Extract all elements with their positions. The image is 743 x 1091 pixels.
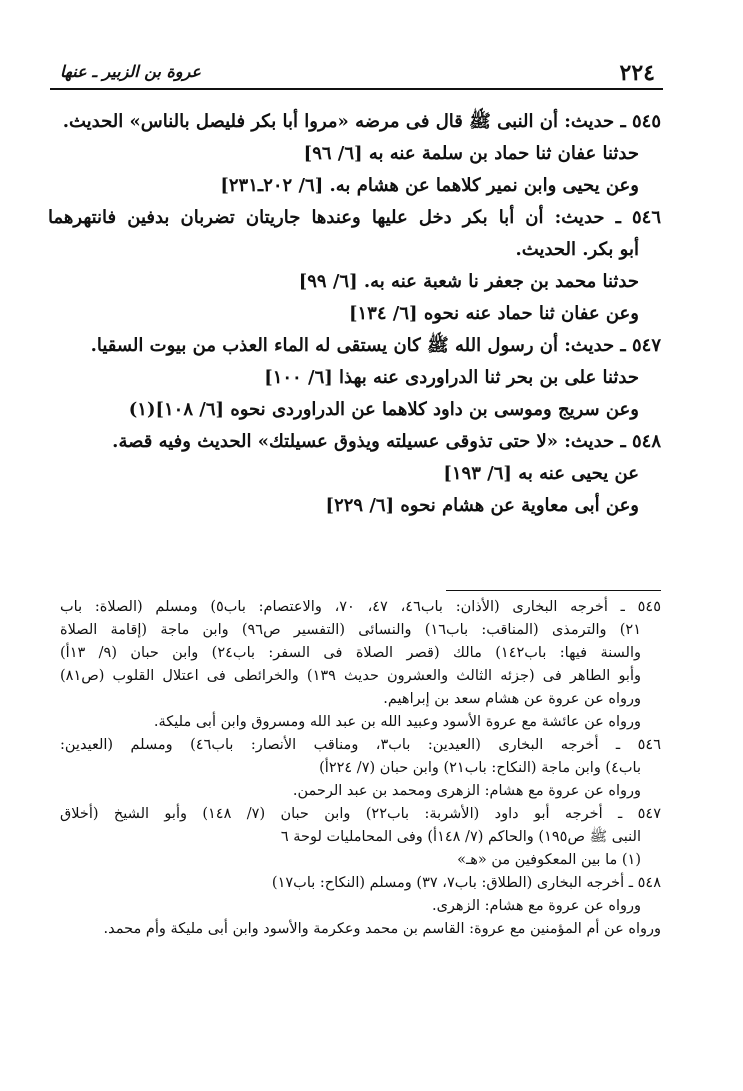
running-title: عروة بن الزبير ـ عنها xyxy=(60,62,201,81)
main-line-1: ٥٤٥ ـ حديث: أن النبى ﷺ قال فى مرضه «مروا أبا بكر فليصل بالناس» الحديث. xyxy=(62,111,661,132)
footnote-line-4: وأبو الطاهر فى (جزئه الثالث والعشرون حديث ١٣٩) والخرائطى فى اعتلال القلوب (ص٨١) xyxy=(60,668,641,684)
main-line-2: حدثنا عفان ثنا حماد بن سلمة عنه به [٦/ ٩٦] xyxy=(303,143,639,164)
main-line-13: وعن أبى معاوية عن هشام نحوه [٦/ ٢٢٩] xyxy=(325,495,639,516)
footnote-line-13: ٥٤٨ ـ أخرجه البخارى (الطلاق: باب٧، ٣٧) ومسلم (النكاح: باب١٧) xyxy=(271,875,661,891)
main-line-3: وعن يحيى وابن نمير كلاهما عن هشام به. [٦/ ٢٠٢ـ٢٣١] xyxy=(220,175,639,196)
main-line-7: وعن عفان ثنا حماد عنه نحوه [٦/ ١٣٤] xyxy=(348,303,639,324)
header-rule xyxy=(50,88,663,90)
main-line-6: حدثنا محمد بن جعفر نا شعبة عنه به. [٦/ ٩٩] xyxy=(298,271,639,292)
main-line-11: ٥٤٨ ـ حديث: «لا حتى تذوقى عسيلته ويذوق عسيلتك» الحديث وفيه قصة. xyxy=(112,431,661,452)
main-line-12: عن يحيى عنه به [٦/ ١٩٣] xyxy=(443,463,639,484)
footnote-divider xyxy=(446,590,661,591)
main-line-4: ٥٤٦ ـ حديث: أن أبا بكر دخل عليها وعندها جاريتان تضربان بدفين فانتهرهما xyxy=(48,207,661,228)
main-line-8: ٥٤٧ ـ حديث: أن رسول الله ﷺ كان يستقى له الماء العذب من بيوت السقيا. xyxy=(90,335,661,356)
footnote-line-15: ورواه عن أم المؤمنين مع عروة: القاسم بن محمد وعكرمة والأسود وابن أبى مليكة وأم محمد. xyxy=(103,921,661,937)
footnote-line-12: (١) ما بين المعكوفين من «هـ» xyxy=(457,852,641,868)
footnote-line-3: والسنة فيها: باب١٤٢) مالك (قصر الصلاة فى السفر: باب٢٤) وابن حبان (٩/ ١٣أ) xyxy=(60,645,641,661)
page-number: ٢٢٤ xyxy=(619,60,655,86)
main-text xyxy=(48,106,661,522)
footnote-line-10: ٥٤٧ ـ أخرجه أبو داود (الأشربة: باب٢٢) وابن حبان (٧/ ١٤٨) وأبو الشيخ (أخلاق xyxy=(60,806,661,822)
main-line-10: وعن سريج وموسى بن داود كلاهما عن الدراوردى نحوه [٦/ ١٠٨](١) xyxy=(128,399,639,420)
footnote-line-6: ورواه عن عائشة مع عروة الأسود وعبيد الله بن عبد الله ومسروق وابن أبى مليكة. xyxy=(153,714,641,730)
main-line-5: أبو بكر. الحديث. xyxy=(515,239,639,260)
footnote-line-2: ٢١) والترمذى (المناقب: باب١٦) والنسائى (التفسير ص٩٦) وابن ماجة (إقامة الصلاة xyxy=(60,622,641,638)
footnote-line-7: ٥٤٦ ـ أخرجه البخارى (العيدين: باب٣، ومناقب الأنصار: باب٤٦) ومسلم (العيدين: xyxy=(60,737,661,753)
footnote-line-11: النبى ﷺ ص١٩٥) والحاكم (٧/ ١٤٨أ) وفى المحامليات لوحة ٦ xyxy=(280,829,641,845)
footnote-line-9: ورواه عن عروة مع هشام: الزهرى ومحمد بن عبد الرحمن. xyxy=(292,783,641,799)
main-line-9: حدثنا على بن بحر ثنا الدراوردى عنه بهذا [٦/ ١٠٠] xyxy=(264,367,639,388)
footnote-line-1: ٥٤٥ ـ أخرجه البخارى (الأذان: باب٤٦، ٤٧، ٧٠، والاعتصام: باب٥) ومسلم (الصلاة: باب xyxy=(60,599,661,615)
footnote-line-8: باب٤) وابن ماجة (النكاح: باب٢١) وابن حبان (٧/ ٢٢٤أ) xyxy=(319,760,641,776)
footnote-line-5: ورواه عن عروة عن هشام سعد بن إبراهيم. xyxy=(383,691,641,707)
footnotes xyxy=(60,596,661,941)
footnote-line-14: ورواه عن عروة مع هشام: الزهرى. xyxy=(431,898,641,914)
